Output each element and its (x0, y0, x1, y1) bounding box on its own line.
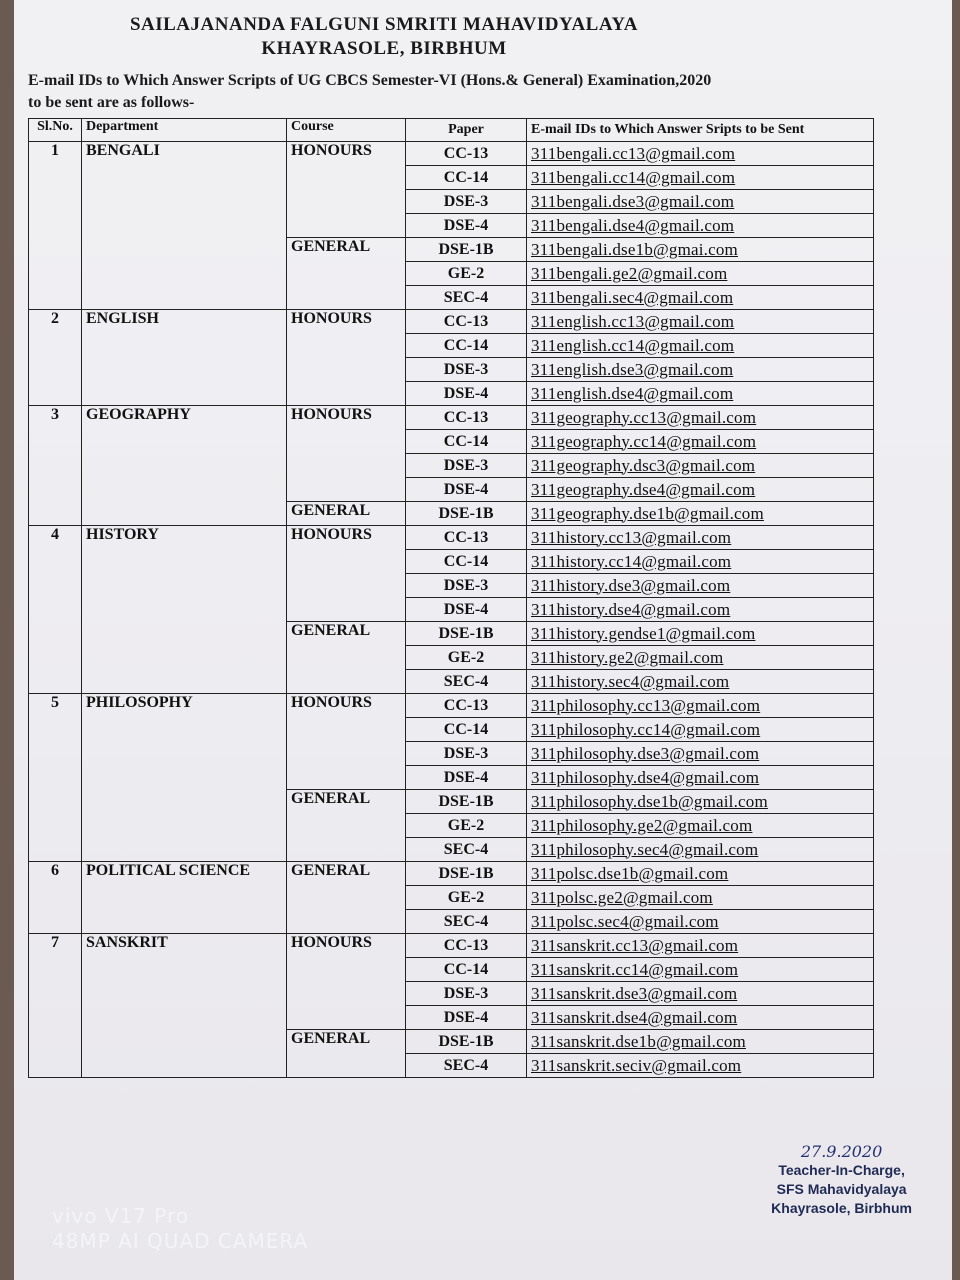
email-link[interactable]: 311philosophy.cc13@gmail.com (527, 694, 874, 718)
course-name: GENERAL (287, 502, 406, 526)
paper-code: DSE-3 (406, 190, 527, 214)
email-link[interactable]: 311english.cc13@gmail.com (527, 310, 874, 334)
email-link[interactable]: 311geography.dse1b@gmail.com (527, 502, 874, 526)
camera-watermark (52, 1204, 308, 1254)
paper-code: CC-14 (406, 718, 527, 742)
paper-code: CC-13 (406, 526, 527, 550)
paper-code: CC-13 (406, 406, 527, 430)
header-course: Course (287, 119, 406, 142)
paper-code: DSE-4 (406, 382, 527, 406)
paper-sheet (14, 0, 952, 1280)
signature-block (771, 1142, 912, 1218)
email-link[interactable]: 311philosophy.dse1b@gmail.com (527, 790, 874, 814)
department-name: POLITICAL SCIENCE (82, 862, 287, 934)
email-link[interactable]: 311bengali.dse3@gmail.com (527, 190, 874, 214)
paper-code: DSE-1B (406, 502, 527, 526)
course-name: HONOURS (287, 142, 406, 238)
table-row (29, 934, 874, 958)
department-name: PHILOSOPHY (82, 694, 287, 862)
serial-number: 3 (29, 406, 82, 526)
paper-code: DSE-4 (406, 598, 527, 622)
header-sl: Sl.No. (29, 119, 82, 142)
header-email: E-mail IDs to Which Answer Sripts to be Sent (527, 119, 874, 142)
email-link[interactable]: 311philosophy.dse3@gmail.com (527, 742, 874, 766)
email-link[interactable]: 311history.cc14@gmail.com (527, 550, 874, 574)
table-row (29, 142, 874, 166)
header-department: Department (82, 119, 287, 142)
email-link[interactable]: 311geography.dsc3@gmail.com (527, 454, 874, 478)
email-link[interactable]: 311bengali.cc14@gmail.com (527, 166, 874, 190)
watermark-device: vivo V17 Pro (52, 1204, 190, 1228)
paper-code: DSE-4 (406, 214, 527, 238)
course-name: GENERAL (287, 238, 406, 310)
email-link[interactable]: 311philosophy.sec4@gmail.com (527, 838, 874, 862)
header-paper: Paper (406, 119, 527, 142)
paper-code: CC-14 (406, 334, 527, 358)
serial-number: 2 (29, 310, 82, 406)
paper-code: SEC-4 (406, 670, 527, 694)
paper-code: DSE-1B (406, 1030, 527, 1054)
email-link[interactable]: 311history.dse4@gmail.com (527, 598, 874, 622)
email-link[interactable]: 311history.sec4@gmail.com (527, 670, 874, 694)
paper-code: GE-2 (406, 262, 527, 286)
email-link[interactable]: 311geography.dse4@gmail.com (527, 478, 874, 502)
email-link[interactable]: 311sanskrit.dse3@gmail.com (527, 982, 874, 1006)
serial-number: 7 (29, 934, 82, 1078)
course-name: GENERAL (287, 790, 406, 862)
department-name: SANSKRIT (82, 934, 287, 1078)
email-link[interactable]: 311sanskrit.dse4@gmail.com (527, 1006, 874, 1030)
intro-text: E-mail IDs to Which Answer Scripts of UG CBCS Semester-VI (Hons.& General) Examination,2020 to be sent are as follows- (28, 72, 712, 111)
table-body (29, 142, 874, 1078)
paper-code: DSE-1B (406, 238, 527, 262)
department-name: BENGALI (82, 142, 287, 310)
course-name: GENERAL (287, 1030, 406, 1078)
course-name: HONOURS (287, 310, 406, 406)
email-link[interactable]: 311bengali.dse1b@gmai.com (527, 238, 874, 262)
paper-code: DSE-1B (406, 622, 527, 646)
email-link[interactable]: 311sanskrit.cc13@gmail.com (527, 934, 874, 958)
email-link[interactable]: 311english.cc14@gmail.com (527, 334, 874, 358)
email-table (28, 118, 874, 1078)
email-link[interactable]: 311history.gendse1@gmail.com (527, 622, 874, 646)
table-row (29, 862, 874, 886)
signature-title: Teacher-In-Charge, (778, 1162, 905, 1178)
email-link[interactable]: 311geography.cc13@gmail.com (527, 406, 874, 430)
paper-code: SEC-4 (406, 838, 527, 862)
paper-code: DSE-4 (406, 766, 527, 790)
document-header (14, 14, 754, 60)
course-name: GENERAL (287, 622, 406, 694)
email-link[interactable]: 311history.ge2@gmail.com (527, 646, 874, 670)
course-name: HONOURS (287, 934, 406, 1030)
paper-code: GE-2 (406, 646, 527, 670)
course-name: HONOURS (287, 694, 406, 790)
paper-code: SEC-4 (406, 1054, 527, 1078)
paper-code: GE-2 (406, 814, 527, 838)
paper-code: CC-13 (406, 694, 527, 718)
department-name: ENGLISH (82, 310, 287, 406)
email-link[interactable]: 311philosophy.ge2@gmail.com (527, 814, 874, 838)
email-link[interactable]: 311philosophy.cc14@gmail.com (527, 718, 874, 742)
serial-number: 5 (29, 694, 82, 862)
table-row (29, 406, 874, 430)
paper-code: CC-14 (406, 958, 527, 982)
email-link[interactable]: 311bengali.sec4@gmail.com (527, 286, 874, 310)
email-link[interactable]: 311polsc.dse1b@gmail.com (527, 862, 874, 886)
email-link[interactable]: 311english.dse3@gmail.com (527, 358, 874, 382)
email-link[interactable]: 311polsc.ge2@gmail.com (527, 886, 874, 910)
email-link[interactable]: 311sanskrit.seciv@gmail.com (527, 1054, 874, 1078)
serial-number: 4 (29, 526, 82, 694)
paper-code: CC-14 (406, 550, 527, 574)
course-name: HONOURS (287, 526, 406, 622)
email-link[interactable]: 311polsc.sec4@gmail.com (527, 910, 874, 934)
paper-code: SEC-4 (406, 286, 527, 310)
course-name: HONOURS (287, 406, 406, 502)
paper-code: CC-13 (406, 142, 527, 166)
serial-number: 6 (29, 862, 82, 934)
paper-code: CC-14 (406, 166, 527, 190)
paper-code: DSE-3 (406, 574, 527, 598)
table-row (29, 526, 874, 550)
paper-code: CC-14 (406, 430, 527, 454)
email-link[interactable]: 311history.cc13@gmail.com (527, 526, 874, 550)
paper-code: GE-2 (406, 886, 527, 910)
paper-code: DSE-3 (406, 982, 527, 1006)
department-name: HISTORY (82, 526, 287, 694)
paper-code: SEC-4 (406, 910, 527, 934)
paper-code: CC-13 (406, 310, 527, 334)
college-name: SAILAJANANDA FALGUNI SMRITI MAHAVIDYALAYA (129, 14, 639, 35)
paper-code: DSE-1B (406, 862, 527, 886)
paper-code: CC-13 (406, 934, 527, 958)
paper-code: DSE-3 (406, 454, 527, 478)
signature-date: 27.9.2020 (800, 1142, 883, 1161)
serial-number: 1 (29, 142, 82, 310)
college-place: KHAYRASOLE, BIRBHUM (261, 38, 507, 59)
paper-code: DSE-3 (406, 742, 527, 766)
email-link[interactable]: 311sanskrit.cc14@gmail.com (527, 958, 874, 982)
course-name: GENERAL (287, 862, 406, 934)
email-link[interactable]: 311philosophy.dse4@gmail.com (527, 766, 874, 790)
paper-code: DSE-4 (406, 478, 527, 502)
signature-org: SFS Mahavidyalaya (776, 1181, 907, 1197)
email-link[interactable]: 311sanskrit.dse1b@gmail.com (527, 1030, 874, 1054)
watermark-camera: 48MP AI QUAD CAMERA (52, 1229, 309, 1253)
department-name: GEOGRAPHY (82, 406, 287, 526)
table-row (29, 694, 874, 718)
email-link[interactable]: 311bengali.cc13@gmail.com (527, 142, 874, 166)
email-link[interactable]: 311history.dse3@gmail.com (527, 574, 874, 598)
table-header-row (29, 119, 874, 142)
paper-code: DSE-3 (406, 358, 527, 382)
email-link[interactable]: 311english.dse4@gmail.com (527, 382, 874, 406)
paper-code: DSE-4 (406, 1006, 527, 1030)
paper-code: DSE-1B (406, 790, 527, 814)
email-link[interactable]: 311bengali.ge2@gmail.com (527, 262, 874, 286)
signature-place: Khayrasole, Birbhum (771, 1200, 912, 1216)
email-link[interactable]: 311geography.cc14@gmail.com (527, 430, 874, 454)
email-link[interactable]: 311bengali.dse4@gmail.com (527, 214, 874, 238)
table-row (29, 310, 874, 334)
